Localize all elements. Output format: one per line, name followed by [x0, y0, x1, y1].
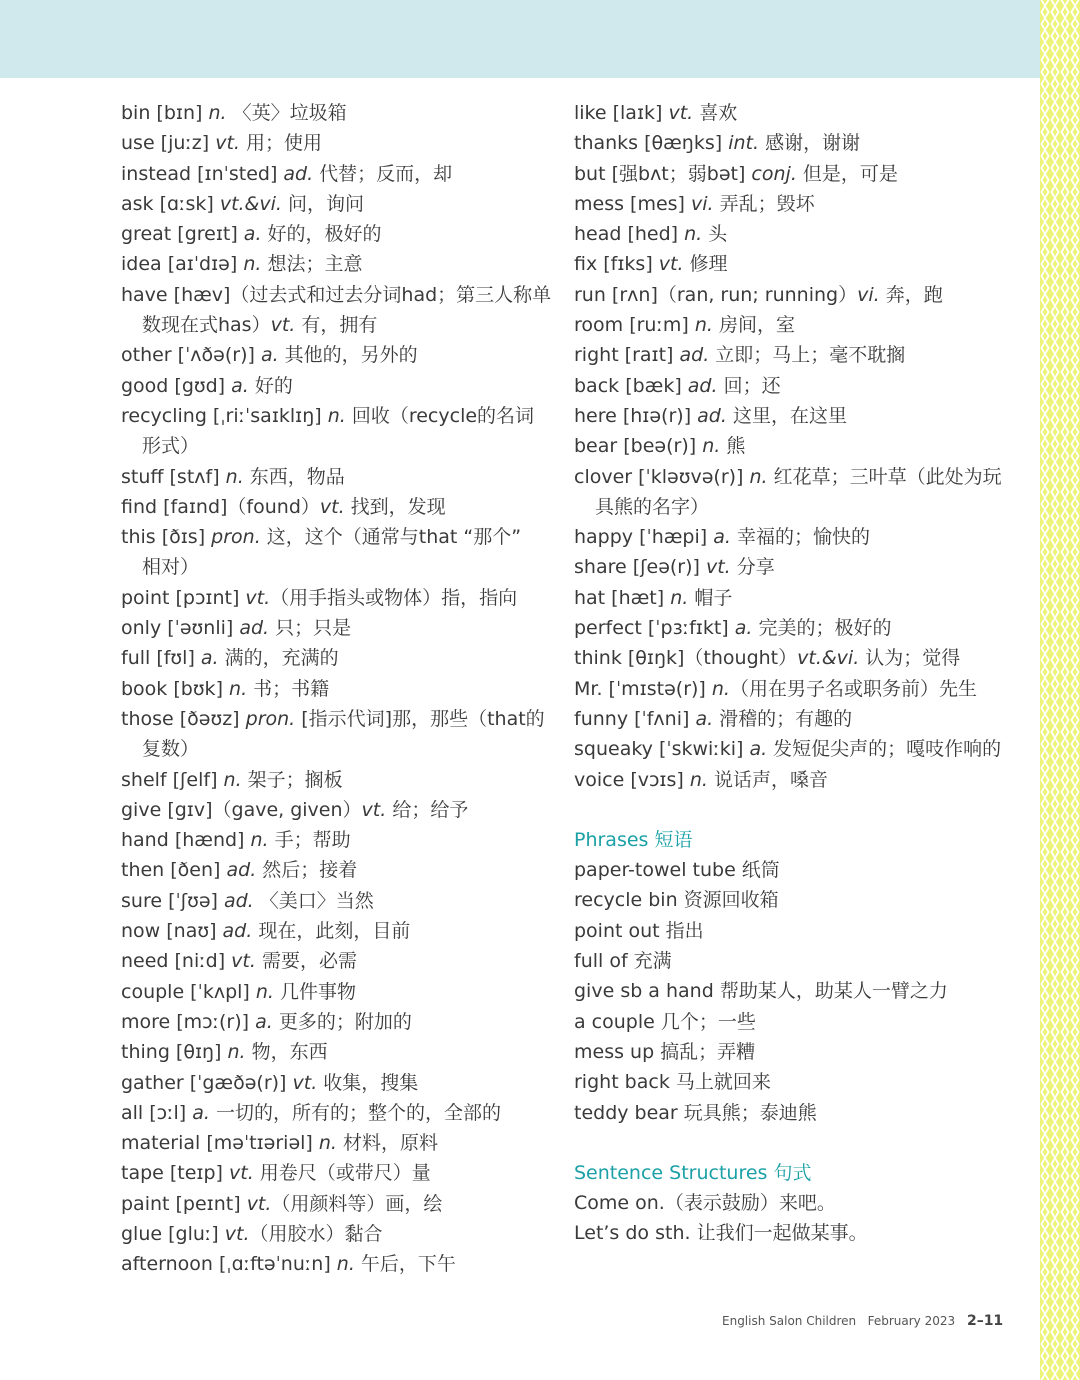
entry-word: but [强bʌt；弱bət]	[574, 162, 752, 185]
entry-word: thanks [θæŋks]	[574, 132, 729, 155]
vocab-entry	[574, 249, 1014, 279]
entry-word: happy [ˈhæpi]	[574, 526, 714, 549]
phrase-item: give sb a hand 帮助某人，助某人一臂之力	[574, 980, 948, 1003]
entry-part-of-speech: vt.	[658, 253, 684, 276]
entry-part-of-speech: ad.	[222, 920, 253, 943]
vocab-entry	[574, 704, 1014, 734]
vocab-entry	[121, 280, 552, 341]
entry-word: run [rʌn]（ran, run; running）	[574, 283, 858, 306]
vocab-entry	[121, 1189, 541, 1219]
entry-continuation-text: 相对）	[142, 556, 200, 579]
entry-definition: （用手指头或物体）指，指向	[270, 586, 518, 609]
vocab-entry	[121, 462, 541, 492]
vocab-entry	[121, 583, 541, 613]
entry-word: point [pɔɪnt]	[121, 586, 246, 609]
entry-part-of-speech: a.	[255, 1010, 273, 1033]
entry-word: have [hæv]（过去式和过去分词had；第三人称单	[121, 283, 552, 306]
vocab-entry	[121, 1068, 541, 1098]
phrase-item: a couple 几个；一些	[574, 1010, 756, 1033]
entry-part-of-speech: a.	[231, 374, 249, 397]
entry-definition: 一切的，所有的；整个的，全部的	[209, 1101, 501, 1124]
entry-part-of-speech: a.	[243, 223, 262, 246]
entry-word: paint [peɪnt]	[121, 1192, 247, 1215]
entry-part-of-speech: ad.	[226, 859, 257, 882]
entry-definition: 想法；主意	[261, 253, 363, 276]
vocab-entry	[574, 583, 1014, 613]
entry-definition: 找到，发现	[344, 495, 446, 518]
vocabulary-column-left	[121, 98, 552, 1280]
entry-definition: 红花草；三叶草（此处为玩	[767, 465, 1002, 488]
entry-word: like [laɪk]	[574, 102, 669, 124]
entry-definition: 完美的；极好的	[752, 617, 892, 640]
entry-part-of-speech: a.	[200, 647, 219, 670]
entry-word: all [ɔːl]	[121, 1101, 193, 1124]
vocab-entry	[121, 1219, 541, 1249]
entry-part-of-speech: n.	[255, 980, 274, 1003]
entry-part-of-speech: a.	[713, 526, 731, 549]
entry-word: thing [θɪŋ]	[121, 1041, 228, 1064]
vocab-entry	[121, 98, 541, 128]
vocab-entry	[121, 1158, 541, 1188]
vocab-entry	[121, 159, 541, 189]
entry-part-of-speech: vt.	[245, 586, 271, 609]
entry-word: funny [ˈfʌni]	[574, 707, 696, 730]
sentence-item: Let’s do sth. 让我们一起做某事。	[574, 1222, 868, 1245]
entry-word: good [gʊd]	[121, 374, 232, 397]
entry-definition: 架子；搁板	[241, 768, 343, 791]
entry-definition: 房间，室	[712, 314, 795, 337]
entry-word: this [ðɪs]	[121, 526, 212, 549]
entry-part-of-speech: n.	[684, 223, 703, 246]
entry-word: hat [hæt]	[574, 586, 671, 609]
vocab-entry	[574, 310, 1014, 340]
entry-part-of-speech: ad.	[239, 617, 270, 640]
vocab-entry	[574, 431, 1014, 461]
entry-word: only [ˈəʊnli]	[121, 617, 240, 640]
entry-continuation-pos: vt.	[270, 314, 296, 337]
entry-word: ask [ɑːsk]	[121, 192, 220, 215]
entry-word: glue [gluː]	[121, 1222, 225, 1245]
entry-part-of-speech: vt.	[319, 495, 345, 518]
entry-word: afternoon [ˌɑːftəˈnuːn]	[121, 1253, 337, 1276]
entry-part-of-speech: vt.	[292, 1071, 318, 1094]
vocab-entry	[121, 704, 545, 765]
entry-word: voice [vɔɪs]	[574, 768, 690, 791]
entry-continuation	[121, 552, 541, 582]
entry-continuation	[574, 492, 1014, 522]
vocab-entry	[574, 552, 1014, 582]
entry-word: gather [ˈgæðə(r)]	[121, 1071, 293, 1094]
entry-definition: 代替；反而，却	[313, 162, 453, 185]
vocab-entry	[574, 159, 1014, 189]
entry-definition: 收集，搜集	[317, 1071, 419, 1094]
vocab-entry	[121, 340, 541, 370]
entry-definition: 几件事物	[273, 980, 356, 1003]
entry-definition: 感谢，谢谢	[759, 132, 861, 155]
entry-part-of-speech: vi.	[691, 192, 714, 215]
entry-part-of-speech: a.	[749, 738, 768, 761]
entry-part-of-speech: n.	[225, 465, 244, 488]
entry-word: perfect [ˈpɜːfɪkt]	[574, 617, 735, 640]
phrase-item: recycle bin 资源回收箱	[574, 889, 779, 912]
entry-word: sure [ˈʃʊə]	[121, 889, 224, 912]
entry-word: room [ruːm]	[574, 314, 695, 337]
entry-word: couple [ˈkʌpl]	[121, 980, 256, 1003]
vocab-entry	[574, 401, 1014, 431]
entry-definition: （用胶水）黏合	[249, 1222, 383, 1245]
entry-part-of-speech: n.	[229, 677, 248, 700]
entry-word: head [hed]	[574, 223, 685, 246]
vocab-entry	[121, 1007, 541, 1037]
phrase-item: teddy bear 玩具熊；泰迪熊	[574, 1101, 817, 1124]
vocab-entry	[121, 825, 541, 855]
entry-word: idea [aɪˈdɪə]	[121, 253, 244, 276]
entry-word: right [raɪt]	[574, 344, 680, 367]
vocabulary-column-right	[574, 98, 1014, 1249]
entry-word: more [mɔː(r)]	[121, 1010, 256, 1033]
entry-definition: 给；给予	[386, 798, 469, 821]
entry-definition: 午后，下午	[354, 1253, 456, 1276]
vocab-entry	[121, 643, 541, 673]
entry-definition: （用在男子名或职务前）先生	[729, 677, 977, 700]
entry-definition: 用卷尺（或带尺）量	[253, 1162, 431, 1185]
entry-definition: 好的，极好的	[261, 223, 382, 246]
vocab-entry	[121, 1128, 541, 1158]
vocab-entry	[121, 492, 541, 522]
entry-definition: 问，询问	[281, 192, 364, 215]
entry-part-of-speech: n.	[223, 768, 242, 791]
entry-definition: 修理	[683, 253, 728, 276]
entry-definition: 这，这个（通常与that “那个”	[260, 526, 522, 549]
vocab-entry	[574, 613, 1014, 643]
entry-word: then [ðen]	[121, 859, 227, 882]
entry-continuation	[121, 734, 541, 764]
entry-part-of-speech: vt.	[668, 102, 694, 124]
entry-definition: 回收（recycle的名词	[345, 404, 535, 427]
entry-definition: 〈英〉垃圾箱	[226, 102, 347, 124]
entry-part-of-speech: ad.	[679, 344, 710, 367]
entry-definition: 帽子	[688, 586, 733, 609]
entry-continuation-text: 具熊的名字）	[595, 495, 710, 518]
entry-word: book [bʊk]	[121, 677, 230, 700]
entry-part-of-speech: int.	[728, 132, 760, 155]
phrase-item: full of 充满	[574, 950, 672, 973]
entry-continuation	[121, 431, 541, 461]
vocab-entry	[121, 765, 541, 795]
entry-part-of-speech: n.	[694, 314, 713, 337]
entry-definition: 说话声，嗓音	[707, 768, 828, 791]
vocab-entry	[574, 765, 1014, 795]
vocab-entry	[121, 795, 541, 825]
entry-definition: 其他的，另外的	[278, 344, 418, 367]
page-footer	[722, 1313, 1003, 1329]
vocab-entry	[574, 522, 1014, 552]
vocab-entry	[574, 462, 1014, 523]
vocab-entry	[574, 674, 1014, 704]
vocab-entry	[121, 1098, 541, 1128]
vocab-entry	[121, 1037, 541, 1067]
entry-definition: 然后；接着	[256, 859, 358, 882]
entry-part-of-speech: vi.	[857, 283, 880, 306]
vocab-entry	[121, 916, 541, 946]
entry-definition: 奔，跑	[879, 283, 943, 306]
entry-continuation-text: 形式）	[142, 435, 200, 458]
vocab-entry	[121, 249, 541, 279]
entry-definition: 物，东西	[245, 1041, 328, 1064]
entry-definition: 手；帮助	[268, 829, 351, 852]
vocab-entry	[121, 219, 541, 249]
entry-part-of-speech: ad.	[223, 889, 254, 912]
entry-part-of-speech: a.	[734, 617, 753, 640]
vocab-entry	[121, 946, 541, 976]
entry-part-of-speech: a.	[192, 1101, 210, 1124]
entry-definition: 弄乱；毁坏	[713, 192, 815, 215]
entry-definition: 只；只是	[269, 617, 352, 640]
entry-part-of-speech: vt.	[231, 950, 256, 973]
entry-part-of-speech: n.	[336, 1253, 355, 1276]
entry-word: material [məˈtɪəriəl]	[121, 1132, 319, 1155]
entry-word: think [θɪŋk]（thought）	[574, 647, 798, 670]
entry-part-of-speech: n.	[318, 1132, 337, 1155]
entry-part-of-speech: vt.	[246, 1192, 272, 1215]
entry-word: clover [ˈkləʊvə(r)]	[574, 465, 750, 488]
entry-word: now [naʊ]	[121, 920, 223, 943]
entry-word: back [bæk]	[574, 374, 688, 397]
entry-part-of-speech: n.	[702, 435, 721, 458]
entry-part-of-speech: vt.	[361, 798, 387, 821]
entry-definition: 头	[702, 223, 728, 246]
entry-part-of-speech: n.	[208, 102, 227, 124]
sentence-list	[574, 1188, 1014, 1249]
entry-part-of-speech: vt.&vi.	[219, 192, 282, 215]
entry-part-of-speech: n.	[250, 829, 269, 852]
vocab-entry	[574, 371, 1014, 401]
header-band	[0, 0, 1040, 78]
entry-definition: 回；还	[717, 374, 781, 397]
vocab-entry	[574, 340, 1014, 370]
page-number: 2–11	[966, 1313, 1004, 1329]
entry-definition: 发短促尖声的；嘎吱作响的	[767, 738, 1002, 761]
vocab-entry	[121, 977, 541, 1007]
sentence-item: Come on.（表示鼓励）来吧。	[574, 1192, 836, 1215]
vocab-entry	[121, 674, 541, 704]
entry-part-of-speech: vt.	[705, 556, 731, 579]
entry-word: bear [beə(r)]	[574, 435, 703, 458]
entry-word: mess [mes]	[574, 192, 691, 215]
entry-continuation-text: 复数）	[142, 738, 200, 761]
entry-word: recycling [ˌriːˈsaɪklɪŋ]	[121, 404, 328, 427]
entry-definition: 分享	[730, 556, 775, 579]
entry-word: Mr. [ˈmɪstə(r)]	[574, 677, 712, 700]
entry-definition: 〈美口〉当然	[253, 889, 374, 912]
vocab-entry	[121, 522, 541, 583]
entry-definition: 材料，原料	[336, 1132, 439, 1155]
entry-definition: 喜欢	[693, 102, 738, 124]
issue-date: February 2023	[867, 1314, 956, 1328]
vocab-entry	[121, 189, 541, 219]
entry-part-of-speech: vt.	[215, 132, 240, 155]
vocab-entry	[121, 855, 541, 885]
entry-part-of-speech: vt.	[224, 1222, 250, 1245]
entry-definition: 东西，物品	[243, 465, 345, 488]
vocab-entry	[121, 886, 541, 916]
vocab-entry	[574, 128, 1014, 158]
entry-word: instead [ɪnˈsted]	[121, 162, 284, 185]
phrase-item: right back 马上就回来	[574, 1071, 771, 1094]
sentence-structures-title: Sentence Structures 句式	[574, 1161, 812, 1184]
phrase-list	[574, 855, 1014, 1128]
entry-part-of-speech: n.	[670, 586, 689, 609]
entry-word: shelf [ʃelf]	[121, 768, 224, 791]
entry-word: tape [teɪp]	[121, 1162, 230, 1185]
entry-continuation-text: 数现在式has）	[142, 314, 271, 337]
entry-part-of-speech: n.	[689, 768, 708, 791]
entry-part-of-speech: vt.	[229, 1162, 254, 1185]
entry-word: need [niːd]	[121, 950, 232, 973]
magazine-name: English Salon Children	[722, 1314, 857, 1328]
entry-definition: 熊	[720, 435, 746, 458]
vocab-entry	[574, 219, 1014, 249]
entry-definition: 更多的；附加的	[272, 1010, 412, 1033]
entry-definition: 需要，必需	[255, 950, 357, 973]
entry-part-of-speech: ad.	[687, 374, 718, 397]
decorative-triangle-strip	[1040, 0, 1080, 1380]
entry-part-of-speech: ad.	[283, 162, 314, 185]
entry-word: those [ðəʊz]	[121, 707, 246, 730]
entry-word: use [juːz]	[121, 132, 216, 155]
phrases-title: Phrases 短语	[574, 828, 693, 851]
vocab-entry	[121, 128, 541, 158]
vocab-entry	[574, 734, 1014, 764]
phrase-item: paper-towel tube 纸筒	[574, 859, 780, 882]
entry-part-of-speech: conj.	[751, 162, 797, 185]
entry-part-of-speech: n.	[243, 253, 262, 276]
vocab-entry	[574, 280, 1014, 310]
entry-part-of-speech: n.	[711, 677, 730, 700]
entry-definition: 但是，可是	[796, 162, 898, 185]
vocab-entry	[574, 98, 1014, 128]
entry-definition: 现在，此刻，目前	[252, 920, 411, 943]
entry-part-of-speech: a.	[260, 344, 279, 367]
entry-part-of-speech: n.	[227, 1041, 246, 1064]
vocab-entry	[121, 401, 541, 462]
vocab-entry	[121, 371, 541, 401]
vocab-entry	[574, 643, 1014, 673]
entry-part-of-speech: n.	[749, 465, 768, 488]
entry-word: find [faɪnd]（found）	[121, 495, 320, 518]
entry-word: here [hɪə(r)]	[574, 404, 698, 427]
entry-word: fix [fɪks]	[574, 253, 659, 276]
entry-definition: （用颜料等）画，绘	[271, 1192, 443, 1215]
entry-part-of-speech: pron.	[211, 526, 261, 549]
entry-word: share [ʃeə(r)]	[574, 556, 706, 579]
entry-definition: 书；书籍	[247, 677, 330, 700]
entry-definition: 立即；马上；毫不耽搁	[709, 344, 906, 367]
phrase-item: mess up 搞乱；弄糟	[574, 1040, 756, 1063]
entry-continuation-definition: 有，拥有	[295, 314, 378, 337]
entry-word: bin [bɪn]	[121, 102, 209, 124]
entry-definition: 好的	[248, 374, 293, 397]
entry-definition: 这里，在这里	[726, 404, 847, 427]
entry-definition: 滑稽的；有趣的	[713, 707, 853, 730]
entry-part-of-speech: n.	[327, 404, 346, 427]
vocab-entry	[574, 189, 1014, 219]
entry-definition: 用；使用	[239, 132, 323, 155]
entry-word: give [gɪv]（gave, given）	[121, 798, 362, 821]
entry-definition: 满的，充满的	[218, 647, 339, 670]
vocab-entry	[121, 613, 541, 643]
entry-definition: 认为；觉得	[859, 647, 961, 670]
entry-definition: 幸福的；愉快的	[730, 526, 870, 549]
entry-continuation	[121, 310, 541, 340]
entry-part-of-speech: pron.	[245, 707, 296, 730]
right-word-list	[574, 98, 1014, 795]
entry-part-of-speech: a.	[695, 707, 714, 730]
entry-part-of-speech: vt.&vi.	[797, 647, 860, 670]
entry-word: full [fʊl]	[121, 647, 201, 670]
vocab-entry	[121, 1249, 541, 1279]
entry-word: hand [hænd]	[121, 829, 251, 852]
entry-word: great [greɪt]	[121, 223, 244, 246]
entry-word: other [ˈʌðə(r)]	[121, 344, 261, 367]
entry-part-of-speech: ad.	[697, 404, 727, 427]
entry-word: stuff [stʌf]	[121, 465, 226, 488]
entry-word: squeaky [ˈskwiːki]	[574, 738, 750, 761]
entry-definition: [指示代词]那，那些（that的	[295, 707, 545, 730]
phrase-item: point out 指出	[574, 919, 704, 942]
